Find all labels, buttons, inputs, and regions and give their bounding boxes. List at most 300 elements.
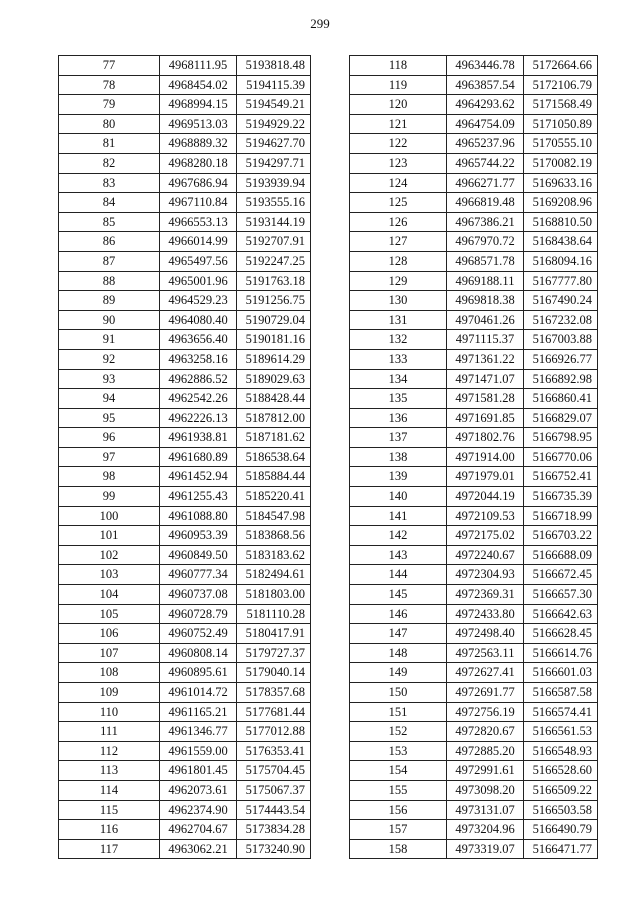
point-number-cell: 103 [59, 565, 160, 585]
y-coordinate-cell: 5167232.08 [524, 310, 598, 330]
x-coordinate-cell: 4961014.72 [160, 683, 237, 703]
y-coordinate-cell: 5166574.41 [524, 702, 598, 722]
table-row [59, 487, 311, 507]
x-coordinate-cell: 4964080.40 [160, 310, 237, 330]
point-number-cell: 136 [350, 408, 447, 428]
table-row [59, 761, 311, 781]
y-coordinate-cell: 5166688.09 [524, 545, 598, 565]
x-coordinate-cell: 4961346.77 [160, 722, 237, 742]
x-coordinate-cell: 4964529.23 [160, 291, 237, 311]
table-row [59, 232, 311, 252]
y-coordinate-cell: 5187812.00 [237, 408, 311, 428]
y-coordinate-cell: 5173240.90 [237, 839, 311, 859]
x-coordinate-cell: 4971979.01 [447, 467, 524, 487]
x-coordinate-cell: 4971691.85 [447, 408, 524, 428]
point-number-cell: 129 [350, 271, 447, 291]
x-coordinate-cell: 4965237.96 [447, 134, 524, 154]
table-row [350, 134, 598, 154]
x-coordinate-cell: 4972627.41 [447, 663, 524, 683]
y-coordinate-cell: 5187181.62 [237, 428, 311, 448]
y-coordinate-cell: 5166509.22 [524, 780, 598, 800]
x-coordinate-cell: 4972109.53 [447, 506, 524, 526]
point-number-cell: 134 [350, 369, 447, 389]
y-coordinate-cell: 5177012.88 [237, 722, 311, 742]
x-coordinate-cell: 4972175.02 [447, 526, 524, 546]
table-row [350, 663, 598, 683]
x-coordinate-cell: 4972369.31 [447, 585, 524, 605]
y-coordinate-cell: 5179727.37 [237, 643, 311, 663]
table-row [59, 604, 311, 624]
x-coordinate-cell: 4972691.77 [447, 683, 524, 703]
point-number-cell: 113 [59, 761, 160, 781]
y-coordinate-cell: 5166798.95 [524, 428, 598, 448]
point-number-cell: 138 [350, 447, 447, 467]
y-coordinate-cell: 5166548.93 [524, 741, 598, 761]
x-coordinate-cell: 4972820.67 [447, 722, 524, 742]
point-number-cell: 143 [350, 545, 447, 565]
y-coordinate-cell: 5185884.44 [237, 467, 311, 487]
point-number-cell: 111 [59, 722, 160, 742]
y-coordinate-cell: 5166735.39 [524, 487, 598, 507]
table-row [59, 56, 311, 76]
page-number: 299 [310, 16, 330, 31]
y-coordinate-cell: 5183183.62 [237, 545, 311, 565]
y-coordinate-cell: 5194929.22 [237, 114, 311, 134]
x-coordinate-cell: 4971802.76 [447, 428, 524, 448]
y-coordinate-cell: 5172106.79 [524, 75, 598, 95]
y-coordinate-cell: 5168094.16 [524, 251, 598, 271]
table-row [59, 251, 311, 271]
x-coordinate-cell: 4966553.13 [160, 212, 237, 232]
y-coordinate-cell: 5166587.58 [524, 683, 598, 703]
y-coordinate-cell: 5166752.41 [524, 467, 598, 487]
point-number-cell: 148 [350, 643, 447, 663]
table-row [350, 212, 598, 232]
point-number-cell: 78 [59, 75, 160, 95]
table-row [59, 75, 311, 95]
y-coordinate-cell: 5189614.29 [237, 349, 311, 369]
y-coordinate-cell: 5174443.54 [237, 800, 311, 820]
point-number-cell: 82 [59, 153, 160, 173]
point-number-cell: 110 [59, 702, 160, 722]
point-number-cell: 119 [350, 75, 447, 95]
x-coordinate-cell: 4963656.40 [160, 330, 237, 350]
x-coordinate-cell: 4962226.13 [160, 408, 237, 428]
point-number-cell: 108 [59, 663, 160, 683]
y-coordinate-cell: 5194297.71 [237, 153, 311, 173]
table-row [59, 428, 311, 448]
table-row [350, 585, 598, 605]
x-coordinate-cell: 4960737.08 [160, 585, 237, 605]
point-number-cell: 150 [350, 683, 447, 703]
x-coordinate-cell: 4960777.34 [160, 565, 237, 585]
point-number-cell: 90 [59, 310, 160, 330]
x-coordinate-cell: 4969818.38 [447, 291, 524, 311]
y-coordinate-cell: 5167490.24 [524, 291, 598, 311]
table-row [350, 389, 598, 409]
point-number-cell: 77 [59, 56, 160, 76]
y-coordinate-cell: 5167003.88 [524, 330, 598, 350]
point-number-cell: 142 [350, 526, 447, 546]
x-coordinate-cell: 4961801.45 [160, 761, 237, 781]
x-coordinate-cell: 4972885.20 [447, 741, 524, 761]
x-coordinate-cell: 4964293.62 [447, 95, 524, 115]
table-row [350, 173, 598, 193]
table-row [350, 95, 598, 115]
x-coordinate-cell: 4966271.77 [447, 173, 524, 193]
y-coordinate-cell: 5194549.21 [237, 95, 311, 115]
x-coordinate-cell: 4963258.16 [160, 349, 237, 369]
point-number-cell: 144 [350, 565, 447, 585]
y-coordinate-cell: 5169633.16 [524, 173, 598, 193]
x-coordinate-cell: 4966819.48 [447, 193, 524, 213]
y-coordinate-cell: 5191763.18 [237, 271, 311, 291]
y-coordinate-cell: 5166703.22 [524, 526, 598, 546]
point-number-cell: 101 [59, 526, 160, 546]
point-number-cell: 147 [350, 624, 447, 644]
point-number-cell: 117 [59, 839, 160, 859]
table-row [350, 56, 598, 76]
table-row [350, 506, 598, 526]
table-row [59, 545, 311, 565]
point-number-cell: 85 [59, 212, 160, 232]
y-coordinate-cell: 5193555.16 [237, 193, 311, 213]
table-row [350, 349, 598, 369]
x-coordinate-cell: 4972044.19 [447, 487, 524, 507]
point-number-cell: 92 [59, 349, 160, 369]
table-row [59, 408, 311, 428]
x-coordinate-cell: 4971471.07 [447, 369, 524, 389]
table-row [350, 428, 598, 448]
point-number-cell: 130 [350, 291, 447, 311]
y-coordinate-cell: 5166657.30 [524, 585, 598, 605]
x-coordinate-cell: 4965001.96 [160, 271, 237, 291]
point-number-cell: 137 [350, 428, 447, 448]
table-row [350, 467, 598, 487]
x-coordinate-cell: 4972498.40 [447, 624, 524, 644]
table-row [350, 369, 598, 389]
point-number-cell: 83 [59, 173, 160, 193]
table-row [350, 447, 598, 467]
y-coordinate-cell: 5178357.68 [237, 683, 311, 703]
table-row [59, 212, 311, 232]
table-row [350, 800, 598, 820]
y-coordinate-cell: 5166642.63 [524, 604, 598, 624]
y-coordinate-cell: 5184547.98 [237, 506, 311, 526]
y-coordinate-cell: 5192247.25 [237, 251, 311, 271]
table-row [59, 291, 311, 311]
point-number-cell: 93 [59, 369, 160, 389]
table-row [59, 839, 311, 859]
x-coordinate-cell: 4968994.15 [160, 95, 237, 115]
table-row [59, 193, 311, 213]
point-number-cell: 91 [59, 330, 160, 350]
x-coordinate-cell: 4963857.54 [447, 75, 524, 95]
point-number-cell: 115 [59, 800, 160, 820]
table-row [59, 526, 311, 546]
table-row [59, 389, 311, 409]
y-coordinate-cell: 5183868.56 [237, 526, 311, 546]
y-coordinate-cell: 5166490.79 [524, 820, 598, 840]
x-coordinate-cell: 4965497.56 [160, 251, 237, 271]
point-number-cell: 105 [59, 604, 160, 624]
point-number-cell: 122 [350, 134, 447, 154]
point-number-cell: 139 [350, 467, 447, 487]
table-row [59, 369, 311, 389]
y-coordinate-cell: 5166718.99 [524, 506, 598, 526]
x-coordinate-cell: 4961559.00 [160, 741, 237, 761]
point-number-cell: 102 [59, 545, 160, 565]
table-row [350, 153, 598, 173]
x-coordinate-cell: 4967386.21 [447, 212, 524, 232]
table-row [350, 683, 598, 703]
table-row [59, 134, 311, 154]
x-coordinate-cell: 4973131.07 [447, 800, 524, 820]
x-coordinate-cell: 4962542.26 [160, 389, 237, 409]
y-coordinate-cell: 5166561.53 [524, 722, 598, 742]
table-row [59, 702, 311, 722]
y-coordinate-cell: 5181110.28 [237, 604, 311, 624]
x-coordinate-cell: 4967686.94 [160, 173, 237, 193]
y-coordinate-cell: 5194627.70 [237, 134, 311, 154]
y-coordinate-cell: 5168438.64 [524, 232, 598, 252]
point-number-cell: 112 [59, 741, 160, 761]
y-coordinate-cell: 5190729.04 [237, 310, 311, 330]
point-number-cell: 99 [59, 487, 160, 507]
x-coordinate-cell: 4969188.11 [447, 271, 524, 291]
table-row [59, 643, 311, 663]
point-number-cell: 145 [350, 585, 447, 605]
y-coordinate-cell: 5191256.75 [237, 291, 311, 311]
point-number-cell: 153 [350, 741, 447, 761]
point-number-cell: 79 [59, 95, 160, 115]
y-coordinate-cell: 5180417.91 [237, 624, 311, 644]
table-row [350, 604, 598, 624]
y-coordinate-cell: 5166672.45 [524, 565, 598, 585]
x-coordinate-cell: 4968889.32 [160, 134, 237, 154]
x-coordinate-cell: 4961088.80 [160, 506, 237, 526]
point-number-cell: 100 [59, 506, 160, 526]
table-row [59, 780, 311, 800]
table-row [350, 545, 598, 565]
y-coordinate-cell: 5166770.06 [524, 447, 598, 467]
table-row [350, 722, 598, 742]
y-coordinate-cell: 5166860.41 [524, 389, 598, 409]
point-number-cell: 88 [59, 271, 160, 291]
table-row [350, 624, 598, 644]
x-coordinate-cell: 4961255.43 [160, 487, 237, 507]
x-coordinate-cell: 4960752.49 [160, 624, 237, 644]
x-coordinate-cell: 4971361.22 [447, 349, 524, 369]
table-row [350, 271, 598, 291]
x-coordinate-cell: 4967970.72 [447, 232, 524, 252]
x-coordinate-cell: 4968111.95 [160, 56, 237, 76]
table-row [350, 114, 598, 134]
table-row [350, 193, 598, 213]
point-number-cell: 80 [59, 114, 160, 134]
y-coordinate-cell: 5192707.91 [237, 232, 311, 252]
point-number-cell: 123 [350, 153, 447, 173]
point-number-cell: 81 [59, 134, 160, 154]
x-coordinate-cell: 4966014.99 [160, 232, 237, 252]
y-coordinate-cell: 5171050.89 [524, 114, 598, 134]
x-coordinate-cell: 4961680.89 [160, 447, 237, 467]
y-coordinate-cell: 5171568.49 [524, 95, 598, 115]
point-number-cell: 126 [350, 212, 447, 232]
point-number-cell: 151 [350, 702, 447, 722]
point-number-cell: 107 [59, 643, 160, 663]
point-number-cell: 125 [350, 193, 447, 213]
x-coordinate-cell: 4960728.79 [160, 604, 237, 624]
x-coordinate-cell: 4962073.61 [160, 780, 237, 800]
table-row [59, 722, 311, 742]
table-row [59, 663, 311, 683]
coordinates-table-right [349, 55, 598, 859]
point-number-cell: 140 [350, 487, 447, 507]
table-row [350, 780, 598, 800]
table-row [350, 820, 598, 840]
x-coordinate-cell: 4972433.80 [447, 604, 524, 624]
table-row [350, 330, 598, 350]
x-coordinate-cell: 4960808.14 [160, 643, 237, 663]
x-coordinate-cell: 4972991.61 [447, 761, 524, 781]
point-number-cell: 118 [350, 56, 447, 76]
x-coordinate-cell: 4971581.28 [447, 389, 524, 409]
y-coordinate-cell: 5172664.66 [524, 56, 598, 76]
y-coordinate-cell: 5175704.45 [237, 761, 311, 781]
point-number-cell: 114 [59, 780, 160, 800]
table-row [350, 232, 598, 252]
y-coordinate-cell: 5176353.41 [237, 741, 311, 761]
table-row [59, 330, 311, 350]
y-coordinate-cell: 5166926.77 [524, 349, 598, 369]
table-row [350, 702, 598, 722]
table-row [59, 95, 311, 115]
table-row [59, 310, 311, 330]
y-coordinate-cell: 5166892.98 [524, 369, 598, 389]
x-coordinate-cell: 4972563.11 [447, 643, 524, 663]
x-coordinate-cell: 4960895.61 [160, 663, 237, 683]
x-coordinate-cell: 4961452.94 [160, 467, 237, 487]
coordinates-table-left [58, 55, 311, 859]
table-row [350, 251, 598, 271]
point-number-cell: 157 [350, 820, 447, 840]
x-coordinate-cell: 4963446.78 [447, 56, 524, 76]
y-coordinate-cell: 5186538.64 [237, 447, 311, 467]
point-number-cell: 146 [350, 604, 447, 624]
y-coordinate-cell: 5166503.58 [524, 800, 598, 820]
table-row [350, 487, 598, 507]
point-number-cell: 94 [59, 389, 160, 409]
y-coordinate-cell: 5177681.44 [237, 702, 311, 722]
x-coordinate-cell: 4971115.37 [447, 330, 524, 350]
x-coordinate-cell: 4973319.07 [447, 839, 524, 859]
x-coordinate-cell: 4961938.81 [160, 428, 237, 448]
table-row [59, 800, 311, 820]
table-row [59, 114, 311, 134]
x-coordinate-cell: 4972240.67 [447, 545, 524, 565]
y-coordinate-cell: 5166601.03 [524, 663, 598, 683]
point-number-cell: 86 [59, 232, 160, 252]
table-row [350, 408, 598, 428]
point-number-cell: 121 [350, 114, 447, 134]
point-number-cell: 106 [59, 624, 160, 644]
table-row [59, 447, 311, 467]
y-coordinate-cell: 5189029.63 [237, 369, 311, 389]
point-number-cell: 127 [350, 232, 447, 252]
x-coordinate-cell: 4962886.52 [160, 369, 237, 389]
table-row [59, 585, 311, 605]
y-coordinate-cell: 5166628.45 [524, 624, 598, 644]
point-number-cell: 133 [350, 349, 447, 369]
x-coordinate-cell: 4970461.26 [447, 310, 524, 330]
y-coordinate-cell: 5193144.19 [237, 212, 311, 232]
y-coordinate-cell: 5193939.94 [237, 173, 311, 193]
table-row [59, 271, 311, 291]
table-row [59, 173, 311, 193]
point-number-cell: 87 [59, 251, 160, 271]
point-number-cell: 96 [59, 428, 160, 448]
point-number-cell: 156 [350, 800, 447, 820]
table-row [350, 839, 598, 859]
table-row [59, 565, 311, 585]
point-number-cell: 97 [59, 447, 160, 467]
table-row [350, 291, 598, 311]
x-coordinate-cell: 4968571.78 [447, 251, 524, 271]
table-row [350, 310, 598, 330]
y-coordinate-cell: 5170555.10 [524, 134, 598, 154]
y-coordinate-cell: 5194115.39 [237, 75, 311, 95]
table-row [59, 820, 311, 840]
point-number-cell: 158 [350, 839, 447, 859]
point-number-cell: 155 [350, 780, 447, 800]
point-number-cell: 116 [59, 820, 160, 840]
point-number-cell: 152 [350, 722, 447, 742]
point-number-cell: 89 [59, 291, 160, 311]
y-coordinate-cell: 5179040.14 [237, 663, 311, 683]
table-row [350, 75, 598, 95]
y-coordinate-cell: 5170082.19 [524, 153, 598, 173]
y-coordinate-cell: 5169208.96 [524, 193, 598, 213]
x-coordinate-cell: 4962374.90 [160, 800, 237, 820]
x-coordinate-cell: 4961165.21 [160, 702, 237, 722]
y-coordinate-cell: 5167777.80 [524, 271, 598, 291]
y-coordinate-cell: 5181803.00 [237, 585, 311, 605]
y-coordinate-cell: 5168810.50 [524, 212, 598, 232]
point-number-cell: 128 [350, 251, 447, 271]
point-number-cell: 95 [59, 408, 160, 428]
table-row [59, 467, 311, 487]
point-number-cell: 131 [350, 310, 447, 330]
point-number-cell: 132 [350, 330, 447, 350]
x-coordinate-cell: 4973204.96 [447, 820, 524, 840]
x-coordinate-cell: 4968454.02 [160, 75, 237, 95]
x-coordinate-cell: 4967110.84 [160, 193, 237, 213]
point-number-cell: 141 [350, 506, 447, 526]
y-coordinate-cell: 5175067.37 [237, 780, 311, 800]
y-coordinate-cell: 5193818.48 [237, 56, 311, 76]
x-coordinate-cell: 4968280.18 [160, 153, 237, 173]
x-coordinate-cell: 4962704.67 [160, 820, 237, 840]
x-coordinate-cell: 4965744.22 [447, 153, 524, 173]
point-number-cell: 135 [350, 389, 447, 409]
point-number-cell: 120 [350, 95, 447, 115]
y-coordinate-cell: 5190181.16 [237, 330, 311, 350]
x-coordinate-cell: 4972304.93 [447, 565, 524, 585]
x-coordinate-cell: 4960849.50 [160, 545, 237, 565]
y-coordinate-cell: 5166614.76 [524, 643, 598, 663]
table-row [350, 565, 598, 585]
